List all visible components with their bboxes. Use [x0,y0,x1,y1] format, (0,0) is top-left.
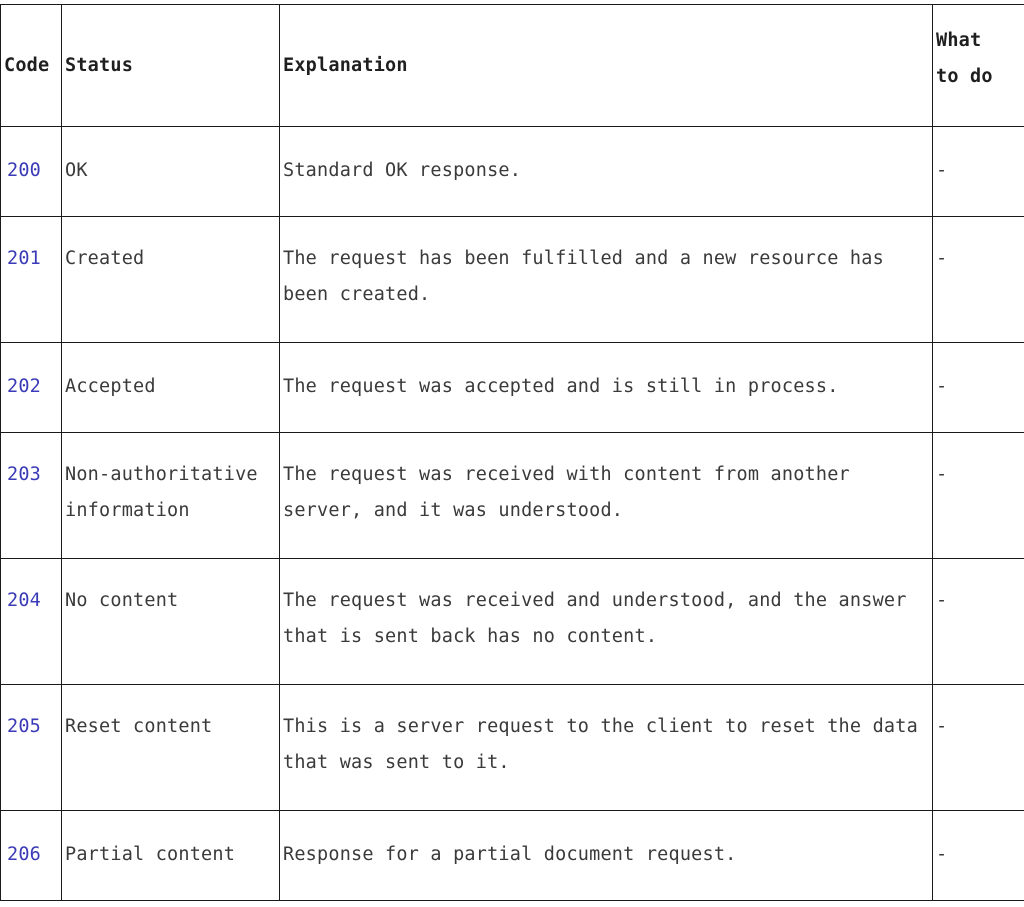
explanation-cell: Response for a partial document request. [280,811,933,901]
table-row [1,811,1024,901]
code-cell: 201 [1,217,62,343]
table-row [1,127,1024,217]
code-cell: 202 [1,343,62,433]
code-cell: 200 [1,127,62,217]
status-cell: Created [62,217,280,343]
what-to-do-cell: - [933,811,1024,901]
header-code: Code [1,5,62,127]
what-to-do-cell: - [933,559,1024,685]
http-status-table [0,4,1024,901]
header-what-to-do [933,5,1024,127]
explanation-cell: This is a server request to the client to reset the data that was sent to it. [280,685,933,811]
status-cell: Reset content [62,685,280,811]
header-what-to-do-line2: to do [936,66,993,87]
what-to-do-cell: - [933,127,1024,217]
code-cell: 206 [1,811,62,901]
table-row [1,433,1024,559]
code-cell: 203 [1,433,62,559]
what-to-do-cell: - [933,685,1024,811]
what-to-do-cell: - [933,217,1024,343]
explanation-cell: The request was accepted and is still in process. [280,343,933,433]
code-cell: 205 [1,685,62,811]
table-row [1,343,1024,433]
header-status: Status [62,5,280,127]
what-to-do-cell: - [933,343,1024,433]
header-explanation: Explanation [280,5,933,127]
explanation-cell: The request was received and understood, and the answer that is sent back has no content. [280,559,933,685]
table-row [1,217,1024,343]
explanation-cell: The request was received with content from another server, and it was understood. [280,433,933,559]
table-row [1,685,1024,811]
what-to-do-cell: - [933,433,1024,559]
explanation-cell: The request has been fulfilled and a new resource has been created. [280,217,933,343]
table-row [1,559,1024,685]
header-what-to-do-line1: What [936,30,982,51]
status-cell: Non-authoritative information [62,433,280,559]
status-cell: Accepted [62,343,280,433]
status-cell: Partial content [62,811,280,901]
status-cell: No content [62,559,280,685]
explanation-cell: Standard OK response. [280,127,933,217]
table-header-row [1,5,1024,127]
status-cell: OK [62,127,280,217]
code-cell: 204 [1,559,62,685]
